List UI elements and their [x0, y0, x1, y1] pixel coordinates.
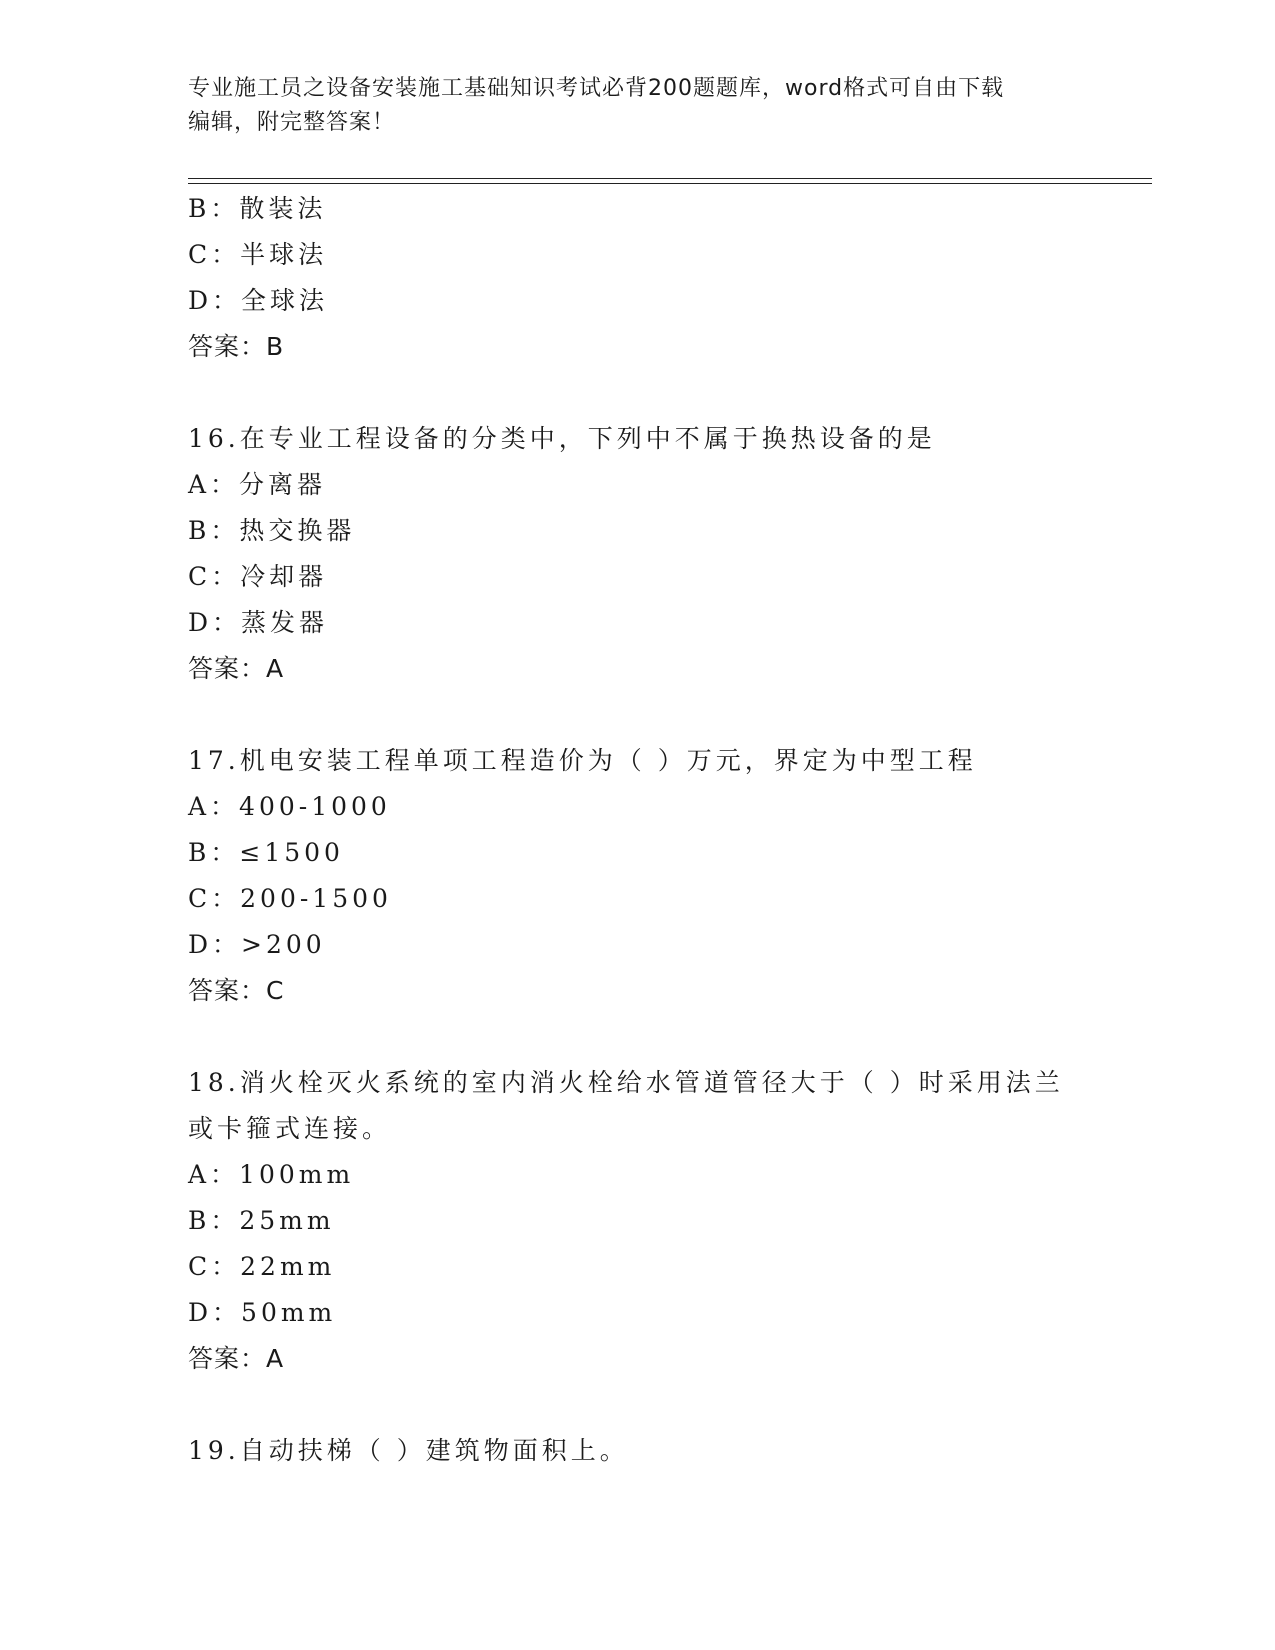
q16-question: 16.在专业工程设备的分类中，下列中不属于换热设备的是	[188, 424, 936, 453]
q17-answer: 答案：C	[188, 976, 285, 1005]
document-header	[188, 72, 1088, 140]
spacer	[188, 1014, 1088, 1060]
header-divider-bottom	[188, 183, 1152, 184]
header-line-2: 编辑，附完整答案！	[188, 110, 396, 135]
q15-answer: 答案：B	[188, 332, 285, 361]
q18-question-line-2: 或卡箍式连接。	[188, 1114, 392, 1143]
question-18-block	[188, 1060, 1088, 1382]
spacer	[188, 692, 1088, 738]
q18-option-c: C：22mm	[188, 1252, 336, 1281]
q16-option-a: A：分离器	[188, 470, 327, 499]
q16-answer: 答案：A	[188, 654, 285, 683]
q15-option-d: D：全球法	[188, 286, 329, 315]
question-17-block	[188, 738, 1088, 1014]
q19-question: 19.自动扶梯（ ）建筑物面积上。	[188, 1436, 629, 1465]
q15-option-b: B：散装法	[188, 194, 327, 223]
q18-answer: 答案：A	[188, 1344, 285, 1373]
spacer	[188, 1382, 1088, 1428]
q16-option-d: D：蒸发器	[188, 608, 329, 637]
q17-option-a: A：400-1000	[188, 792, 391, 821]
q18-option-b: B：25mm	[188, 1206, 335, 1235]
q18-option-a: A：100mm	[188, 1160, 355, 1189]
question-19-block	[188, 1428, 1088, 1474]
q17-option-d: D：>200	[188, 930, 326, 959]
q17-option-b: B：≤1500	[188, 838, 344, 867]
question-16-block	[188, 416, 1088, 692]
question-list	[188, 186, 1088, 1474]
q18-question-line-1: 18.消火栓灭火系统的室内消火栓给水管道管径大于（ ）时采用法兰	[188, 1068, 1064, 1097]
q17-question: 17.机电安装工程单项工程造价为（ ）万元，界定为中型工程	[188, 746, 977, 775]
header-line-1: 专业施工员之设备安装施工基础知识考试必背200题题库，word格式可自由下载	[188, 76, 1005, 101]
q17-option-c: C：200-1500	[188, 884, 392, 913]
q18-option-d: D：50mm	[188, 1298, 337, 1327]
q16-option-c: C：冷却器	[188, 562, 328, 591]
spacer	[188, 370, 1088, 416]
q15-option-c: C：半球法	[188, 240, 328, 269]
header-divider-top	[188, 178, 1152, 179]
question-15-block	[188, 186, 1088, 370]
q16-option-b: B：热交换器	[188, 516, 356, 545]
